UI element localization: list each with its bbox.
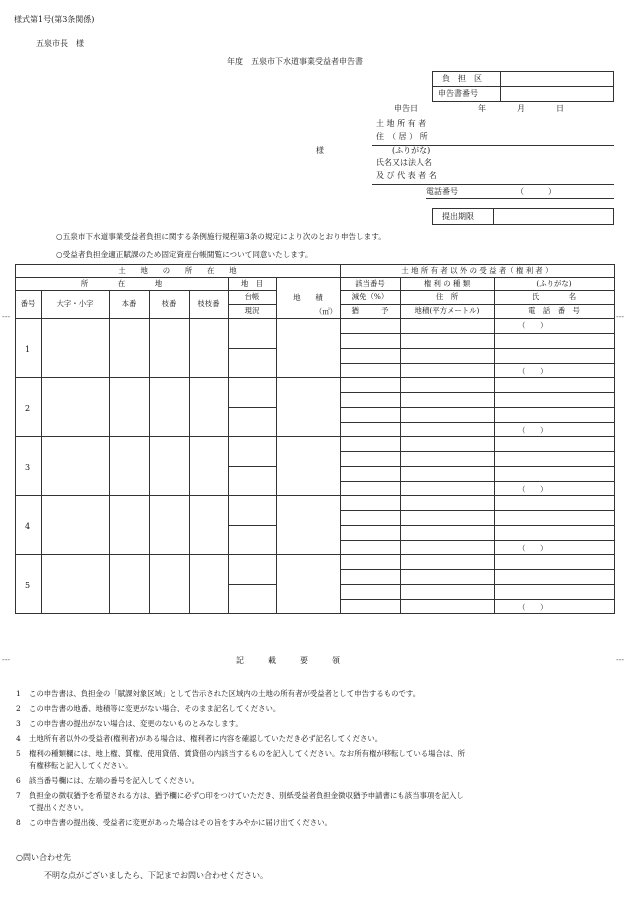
row-number-3: 3: [25, 463, 31, 472]
header-aza: 大字・小字: [56, 299, 94, 309]
furigana-label: (ふりがな): [392, 146, 431, 155]
burden-area-label: 負 担 区: [442, 74, 482, 83]
header-land-location: 土 地 の 所 在 地: [118, 265, 237, 275]
phone-paren-5: （ ）: [518, 603, 548, 612]
table-h-rule: [340, 584, 615, 585]
row-number-2: 2: [25, 404, 31, 413]
table-h-rule: [340, 348, 615, 349]
table-h-rule: [15, 495, 615, 496]
header-daicho: 台帳: [244, 292, 260, 302]
header-edaban: 枝番: [161, 299, 177, 309]
header-shimei: 氏 名: [531, 292, 577, 302]
fold-mark-left-2: ---: [2, 655, 11, 664]
header-furigana: (ふりがな): [536, 278, 572, 288]
phone-paren: （ ）: [516, 187, 556, 196]
address-label: 住 （ 居 ） 所: [376, 132, 428, 141]
header-sqm: （㎡）: [314, 307, 337, 317]
contact-text: 不明な点がございましたら、下記までお問い合わせください。: [44, 871, 268, 880]
table-h-rule: [340, 525, 615, 526]
header-chimoku: 地 目: [240, 278, 264, 288]
addressee: 五泉市長 様: [36, 39, 84, 48]
report-number-label: 申告書番号: [438, 89, 478, 98]
table-h-rule: [340, 599, 615, 600]
table-h-rule: [340, 290, 615, 291]
header-jusho: 住 所: [435, 292, 459, 302]
phone-paren-3: （ ）: [518, 485, 548, 494]
contact-title: ○問い合わせ先: [16, 853, 71, 862]
row-number-1: 1: [25, 345, 31, 354]
table-h-rule: [340, 363, 615, 364]
form-number: 様式第1号(第3条関係): [14, 15, 95, 24]
table-v-rule: [41, 290, 42, 614]
note-2: 2 この申告書の地番、地積等に変更がない場合、そのまま記名してください。: [16, 704, 281, 713]
header-location: 所 在 地: [80, 278, 163, 288]
phone-paren-4: （ ）: [518, 544, 548, 553]
table-h-rule: [340, 304, 615, 305]
phone-paren-2: （ ）: [518, 426, 548, 435]
table-h-rule: [15, 436, 615, 437]
fold-mark-right-2: ---: [616, 655, 625, 664]
header-denwa: 電 話 番 号: [528, 306, 580, 316]
table-h-rule: [15, 318, 615, 319]
table-h-rule: [340, 481, 615, 482]
header-genmen: 減免（%）: [351, 292, 389, 302]
representative-label: 及 び 代 表 者 名: [376, 171, 437, 180]
table-h-rule: [340, 333, 615, 334]
table-h-rule: [340, 466, 615, 467]
table-h-rule: [340, 451, 615, 452]
table-h-rule: [340, 540, 615, 541]
table-h-rule: [228, 525, 277, 526]
note-7: 7 負担金の徴収猶予を希望される方は、猶予欄に必ず○印をつけていただき、別紙受益者負担金徴収猶予申請書にも該当事項を記入し: [16, 791, 464, 800]
table-v-rule: [228, 277, 229, 614]
header-kenri: 権 利 の 種 類: [423, 278, 471, 288]
note-5: 5 権利の種類欄には、地上権、質権、使用貸借、賃貸借の内該当するものを記入してください。なお所有権が移転している場合は、所: [16, 749, 466, 758]
table-v-rule: [340, 264, 341, 614]
table-v-rule: [189, 290, 190, 614]
table-h-rule: [228, 407, 277, 408]
header-honban: 本番: [121, 299, 137, 309]
phone-paren-1b: （ ）: [518, 367, 548, 376]
table-h-rule: [340, 407, 615, 408]
fold-mark-left: ---: [2, 312, 11, 321]
year-label: 年: [478, 104, 486, 113]
header-gaitou: 該当番号: [355, 278, 385, 288]
row-number-4: 4: [25, 522, 31, 531]
note-4: 4 土地所有者以外の受益者(権利者)がある場合は、権利者に内容を確認していただき必ず記名してください。: [16, 734, 383, 743]
table-h-rule: [228, 466, 277, 467]
month-label: 月: [517, 104, 525, 113]
header-beneficiary: 土 地 所 有 者 以 外 の 受 益 者（ 権 利 者 ）: [401, 265, 553, 275]
phone-label: 電話番号: [426, 187, 458, 196]
table-v-rule: [494, 277, 495, 614]
table-h-rule: [228, 584, 277, 585]
table-h-rule: [15, 264, 615, 265]
table-h-rule: [340, 392, 615, 393]
fold-mark-right: ---: [616, 312, 625, 321]
table-v-rule: [400, 277, 401, 614]
header-edaedaban: 枝枝番: [197, 299, 220, 309]
table-h-rule: [228, 304, 277, 305]
header-yuyo: 猶 予: [351, 306, 389, 316]
table-h-rule: [228, 348, 277, 349]
note-5-cont: 有権移転と記入してください。: [29, 761, 133, 770]
table-h-rule: [340, 510, 615, 511]
owner-label: 土 地 所 有 者: [376, 119, 427, 128]
note-6: 6 該当番号欄には、左端の番号を記入してください。: [16, 776, 199, 785]
note-3: 3 この申告書の提出がない場合は、変更のないものとみなします。: [16, 719, 243, 728]
table-h-rule: [340, 422, 615, 423]
header-no: 番号: [20, 299, 36, 309]
table-h-rule: [340, 569, 615, 570]
table-h-rule: [15, 554, 615, 555]
page-title: 年度 五泉市下水道事業受益者申告書: [227, 57, 363, 66]
row-number-5: 5: [25, 581, 31, 590]
header-chiseki: 地 積: [293, 293, 323, 303]
note-1: 1 この申告書は、負担金の「賦課対象区域」として告示された区域内の土地の所有者が受益者として申告するものです。: [16, 689, 421, 698]
table-h-rule: [15, 290, 277, 291]
note-8: 8 この申告書の提出後、受益者に変更があった場合はその旨をすみやかに届け出てください。: [16, 818, 332, 827]
note-7-cont: て提出ください。: [29, 803, 89, 812]
table-v-rule: [15, 264, 16, 614]
day-label: 日: [556, 104, 564, 113]
table-v-rule: [614, 264, 615, 614]
sama-label: 様: [316, 146, 324, 155]
table-h-rule: [15, 613, 615, 614]
notes-title: 記 載 要 領: [236, 656, 340, 665]
statement-2: ○受益者負担金適正賦課のため固定資産台帳閲覧について同意いたします。: [56, 250, 313, 259]
name-label: 氏名又は法人名: [376, 158, 432, 167]
phone-paren-1a: （ ）: [518, 321, 548, 330]
table-v-rule: [276, 277, 277, 614]
table-h-rule: [15, 277, 615, 278]
deadline-label: 提出期限: [442, 212, 474, 221]
header-chiseki2: 地積(平方メートル): [414, 306, 480, 316]
statement-1: ○五泉市下水道事業受益者負担に関する条例施行規程第3条の規定により次のとおり申告します。: [56, 232, 386, 241]
table-h-rule: [15, 377, 615, 378]
report-date-label: 申告日: [394, 104, 418, 113]
header-genkyo: 現況: [244, 306, 260, 316]
table-v-rule: [109, 290, 110, 614]
table-v-rule: [149, 290, 150, 614]
